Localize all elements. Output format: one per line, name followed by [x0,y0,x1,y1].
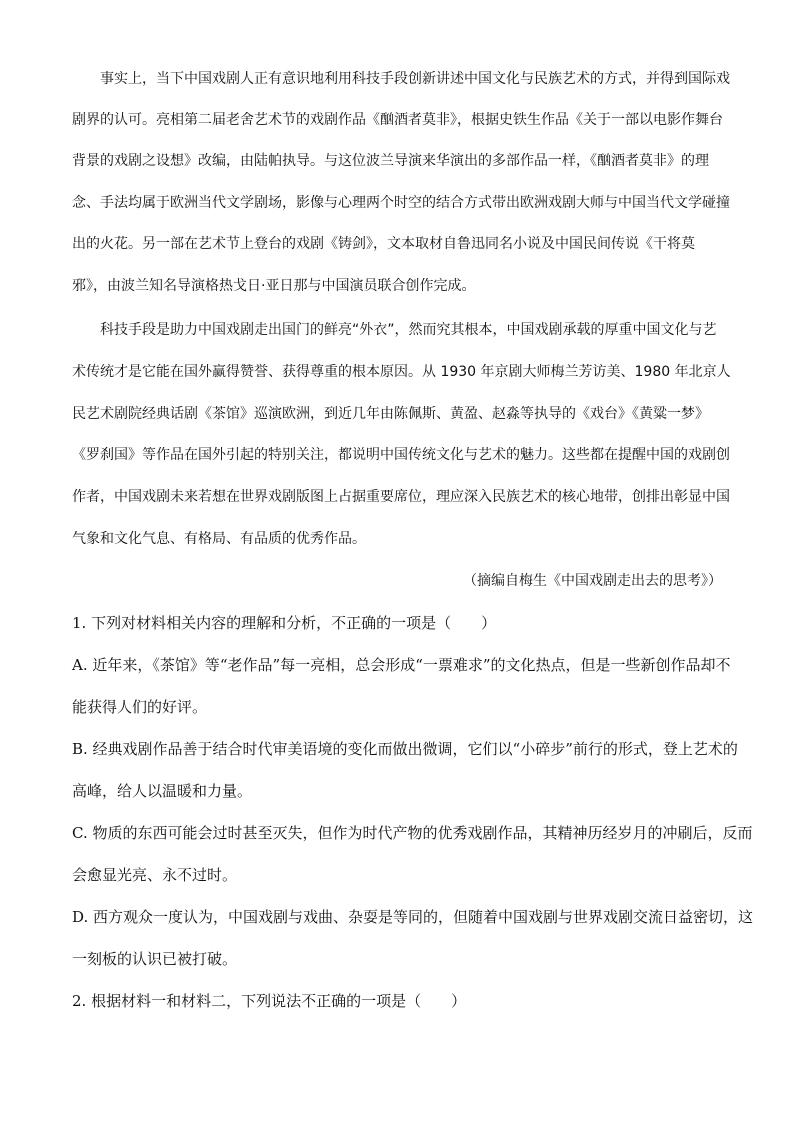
question-1-option-c-line-1: C. 物质的东西可能会过时甚至灭失，但作为时代产物的优秀戏剧作品，其精神历经岁月的冲刷后，反而 [72,824,753,842]
paragraph-1-line-6: 邪》，由波兰知名导演格热戈日·亚日那与中国演员联合创作完成。 [72,278,476,294]
paragraph-2-line-3: 民艺术剧院经典话剧《茶馆》巡演欧洲，到近几年由陈佩斯、黄盈、赵淼等执导的《戏台》《黄粱一梦》 [72,406,709,422]
question-1-option-d-line-2: 一刻板的认识已被打破。 [72,950,238,968]
question-2-stem: 2. 根据材料一和材料二，下列说法不正确的一项是（ ） [72,992,467,1010]
paragraph-1-line-1: 事实上，当下中国戏剧人正有意识地利用科技手段创新讲述中国文化与民族艺术的方式，并得到国际戏 [100,71,730,87]
paragraph-1-line-3: 背景的戏剧之设想》改编，由陆帕执导。与这位波兰导演来华演出的多部作品一样，《酗酒者莫非》的理 [72,153,709,169]
paragraph-2-line-5: 作者，中国戏剧未来若想在世界戏剧版图上占据重要席位，理应深入民族艺术的核心地带，创排出彰显中国 [72,489,730,505]
paragraph-2-line-1: 科技手段是助力中国戏剧走出国门的鲜亮“外衣”，然而究其根本，中国戏剧承载的厚重中国文化与艺 [100,322,717,338]
paragraph-2-line-6: 气象和文化气息、有格局、有品质的优秀作品。 [72,531,366,547]
paragraph-1-line-4: 念、手法均属于欧洲当代文学剧场，影像与心理两个时空的结合方式带出欧洲戏剧大师与中国当代文学碰撞 [72,195,730,211]
paragraph-2-line-4: 《罗刹国》等作品在国外引起的特别关注，都说明中国传统文化与艺术的魅力。这些都在提醒中国的戏剧创 [72,447,730,463]
source-citation: （摘编自梅生《中国戏剧走出去的思考》） [463,573,722,589]
question-1-option-b-line-1: B. 经典戏剧作品善于结合时代审美语境的变化而做出微调，它们以“小碎步”前行的形式，登上艺术的 [72,740,738,758]
paragraph-1-line-5: 出的火花。另一部在艺术节上登台的戏剧《铸剑》，文本取材自鲁迅同名小说及中国民间传说《干将莫 [72,236,695,252]
question-1-option-a-line-2: 能获得人们的好评。 [72,698,208,716]
question-1-option-c-line-2: 会愈显光亮、永不过时。 [72,866,238,884]
question-1-option-a-line-1: A. 近年来，《茶馆》等“老作品”每一亮相，总会形成“一票难求”的文化热点，但是一些新创作品却不 [72,656,731,674]
question-1-option-b-line-2: 高峰，给人以温暖和力量。 [72,782,253,800]
paragraph-2-line-2: 术传统才是它能在国外赢得赞誉、获得尊重的根本原因。从 1930 年京剧大师梅兰芳访美、1980 年北京人 [72,364,731,380]
paragraph-1-line-2: 剧界的认可。亮相第二届老舍艺术节的戏剧作品《酗酒者莫非》，根据史铁生作品《关于一部以电影作舞台 [72,112,723,128]
question-1-stem: 1. 下列对材料相关内容的理解和分析，不正确的一项是（ ） [72,614,497,632]
question-1-option-d-line-1: D. 西方观众一度认为，中国戏剧与戏曲、杂耍是等同的，但随着中国戏剧与世界戏剧交流日益密切，这 [72,908,754,926]
